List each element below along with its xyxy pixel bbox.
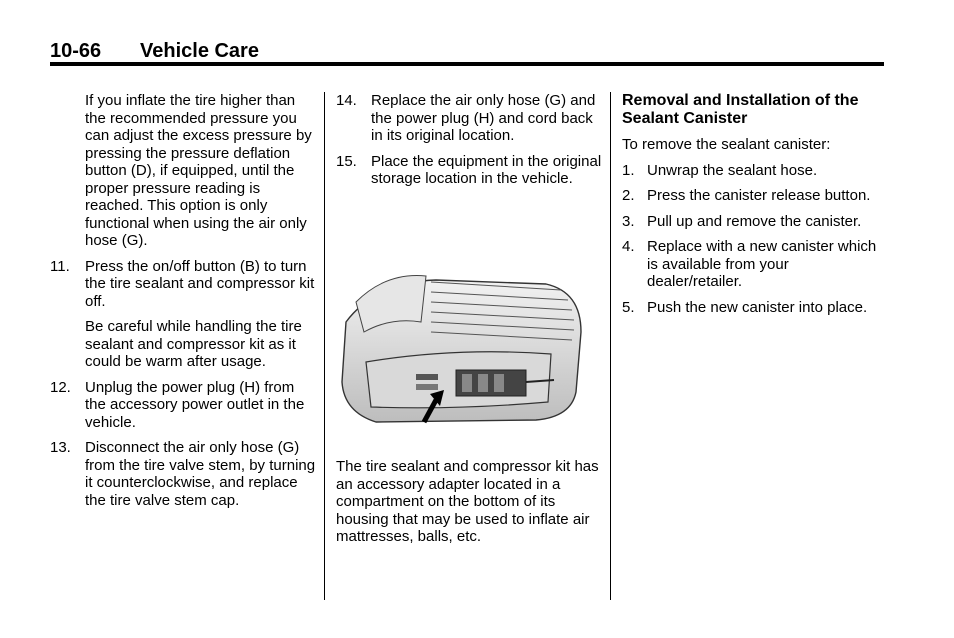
step-number: 5. [622,298,635,316]
step-1 [622,162,886,180]
step-text: Unwrap the sealant hose. [647,161,818,179]
step-number: 13. [50,439,71,456]
step-number: 14. [336,92,357,109]
intro-paragraph: To remove the sealant canister: [622,136,831,153]
step-13 [50,439,318,509]
step-5 [622,299,886,317]
step-number: 12. [50,378,71,396]
step-number: 4. [622,238,635,255]
step-15 [336,153,602,188]
step-text: Press the canister release button. [647,187,871,204]
step-text: Push the new canister into place. [647,298,868,316]
step-text: Press the on/off button (B) to turn the tire sealant and compressor kit off. [85,257,315,310]
section-title: Vehicle Care [140,40,259,62]
step-14 [336,92,602,145]
column-divider [610,92,611,600]
step-text: Replace the air only hose (G) and the power plug (H) and cord back in its original location. [371,92,596,144]
step-2 [622,187,886,205]
step-3 [622,213,886,231]
step-4 [622,238,886,291]
step-number: 3. [622,212,635,230]
step-text: Disconnect the air only hose (G) from the tire valve stem, by turning it counterclockwise, and replace the tire valve stem cap. [85,439,316,509]
page-number: 10-66 [50,40,102,62]
step-text: Pull up and remove the canister. [647,212,862,230]
compressor-kit-illustration [336,262,598,432]
column-2 [336,92,602,196]
column-1 [50,92,318,517]
figure-caption: The tire sealant and compressor kit has an accessory adapter located in a compartment on the bottom of its housing that may be used to inflate air mattresses, balls, etc. [336,458,599,545]
header-rule [50,62,884,66]
step-11 [50,258,318,311]
intro-paragraph: If you inflate the tire higher than the recommended pressure you can adjust the excess pressure by pressing the pressure deflation button (D), if equipped, until the proper pressure reading is reached. This option is only functional when using the air only hose (G). [85,92,312,249]
column-divider [324,92,325,600]
step-text: Place the equipment in the original storage location in the vehicle. [371,152,602,187]
step-text: Replace with a new canister which is available from your dealer/retailer. [647,238,877,290]
step-number: 15. [336,152,357,170]
step-number: 2. [622,187,635,204]
step-number: 11. [50,257,70,275]
section-heading: Removal and Installation of the Sealant Canister [622,92,859,127]
column-3 [622,92,886,324]
step-number: 1. [622,161,635,179]
caution-paragraph: Be careful while handling the tire sealant and compressor kit as it could be warm after usage. [85,318,302,370]
step-12 [50,379,318,432]
step-text: Unplug the power plug (H) from the accessory power outlet in the vehicle. [85,378,305,431]
